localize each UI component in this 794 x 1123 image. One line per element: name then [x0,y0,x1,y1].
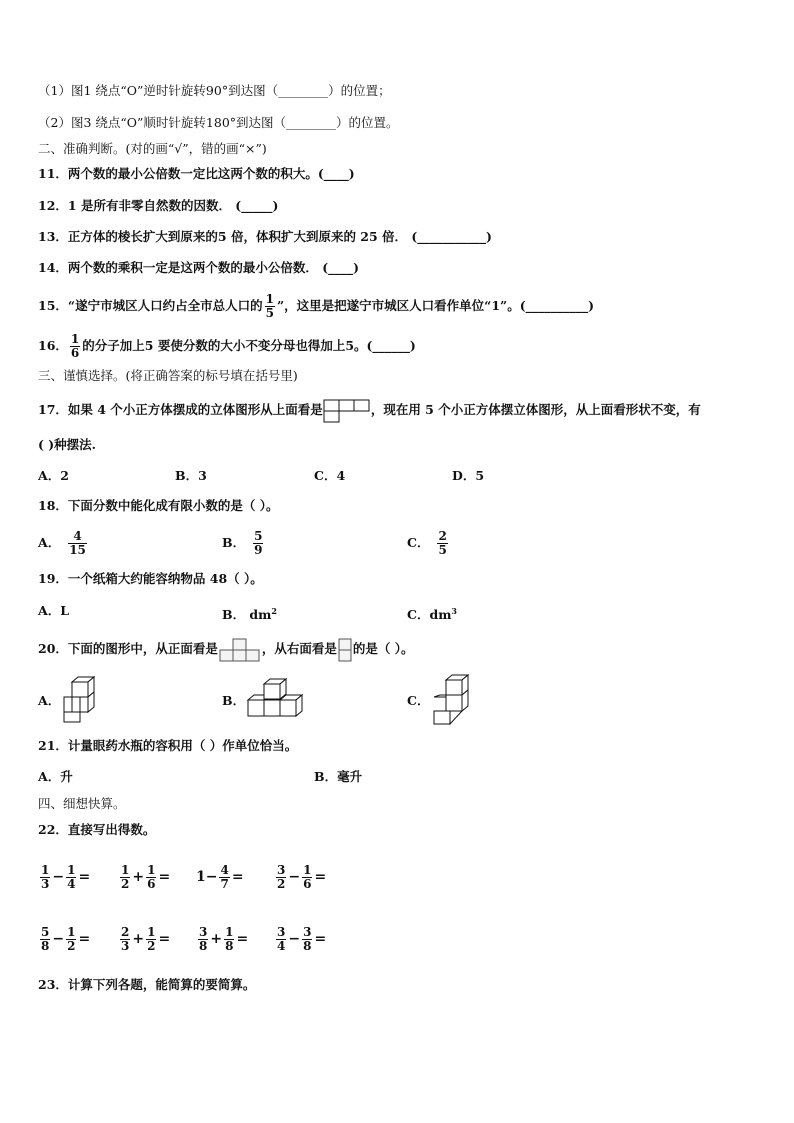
calc-equals: = [236,931,249,947]
section-heading-judge: 二、准确判断。(对的画“√”，错的画“×”) [38,141,267,156]
q18-option-b-fraction [253,530,263,557]
question-21: 21．计量眼药水瓶的容积用（ ）作单位恰当。 [38,738,298,753]
q15-frac-denominator: 5 [265,306,274,320]
q20-text-part2: ，从右面看是 [261,641,337,656]
numerator: 5 [41,924,50,939]
q21-option-a: A．升 [38,769,73,784]
q18-option-a-label: A． [38,535,61,550]
numerator: 2 [438,529,447,543]
calc-fraction [120,864,130,891]
q16-prefix: 16． [38,338,68,353]
numerator: 1 [67,862,76,877]
q18-option-c-fraction [437,530,447,557]
question-11: 11．两个数的最小公倍数一定比这两个数的积大。(____) [38,166,355,181]
question-22: 22．直接写出得数。 [38,822,156,837]
calc-item [196,922,248,956]
calc-equals: = [158,931,171,947]
q16-suffix: 的分子加上5 要使分数的大小不变分母也得加上5。(______) [82,338,416,353]
calc-operator: − [52,931,65,947]
numerator: 1 [67,924,76,939]
denominator: 8 [41,938,50,953]
calc-fraction [198,926,208,953]
calc-operator: + [210,931,223,947]
calc-fraction [66,926,76,953]
q20-option-a-label: A． [38,693,61,708]
calc-fraction [40,864,50,891]
q20-text-part1: 20．下面的图形中，从正面看是 [38,641,218,656]
calc-fraction [276,864,286,891]
q17-option-b: B．3 [175,468,207,483]
calc-operator: − [288,869,301,885]
q17-option-d: D．5 [452,468,485,483]
q19-option-c [407,602,457,624]
calc-fraction [302,864,312,891]
q18-option-a [38,526,89,560]
q15-fraction [265,293,275,320]
denominator: 4 [67,876,76,891]
calc-item [38,860,90,894]
calc-fraction [146,926,156,953]
calc-operator: + [132,869,145,885]
front-view-figure [218,637,262,663]
numerator: 1 [225,924,234,939]
calc-operator: − [288,931,301,947]
numerator: 1 [147,924,156,939]
q16-frac-numerator: 1 [70,332,80,346]
q17-line2: ( )种摆法. [38,437,97,452]
q17-text-part2: ，现在用 5 个小正方体摆立体图形，从上面看形状不变，有 [370,402,701,417]
denominator: 8 [303,938,312,953]
question-20 [38,636,414,663]
question-14: 14．两个数的乘积一定是这两个数的最小公倍数． (____) [38,260,360,275]
numerator: 2 [121,924,130,939]
calc-fraction [66,864,76,891]
numerator: 1 [121,862,130,877]
q19-option-b [222,602,277,624]
q17-text-part1: 17．如果 4 个小正方体摆成的立体图形从上面看是 [38,402,323,417]
q15-frac-numerator: 1 [265,292,274,306]
calc-equals: = [314,869,327,885]
question-18: 18．下面分数中能化成有限小数的是（ ）。 [38,498,279,513]
denominator: 5 [438,543,447,557]
top-view-figure [323,399,371,423]
q17-option-c: C．4 [314,468,346,483]
calc-equals: = [231,869,244,885]
denominator: 3 [41,876,50,891]
q16-fraction [70,333,80,360]
section-heading-choice: 三、谨慎选择。(将正确答案的标号填在括号里) [38,368,298,383]
numerator: 4 [220,862,229,877]
q19-option-b-text: B． dm [222,607,272,623]
denominator: 9 [254,543,263,557]
q21-option-b: B．毫升 [314,769,363,784]
right-view-figure [337,637,353,663]
denominator: 6 [303,876,312,891]
numerator: 3 [277,862,286,877]
denominator: 7 [220,876,229,891]
denominator: 4 [277,938,286,953]
q18-option-c [407,526,450,560]
calc-operator: − [52,869,65,885]
denominator: 15 [69,543,86,557]
numerator: 3 [303,924,312,939]
calc-operator: + [132,931,145,947]
numerator: 1 [303,862,312,877]
denominator: 2 [67,938,76,953]
denominator: 2 [121,876,130,891]
calc-fraction [224,926,234,953]
denominator: 3 [121,938,130,953]
q20-option-c-label: C． [407,693,430,708]
q18-option-c-label: C． [407,535,430,550]
calc-equals: = [78,931,91,947]
calc-equals: = [158,869,171,885]
q17-option-a: A．2 [38,468,69,483]
denominator: 2 [277,876,286,891]
question-16 [38,331,416,361]
numerator: 3 [277,924,286,939]
calc-item [38,922,90,956]
q15-prefix: 15．“遂宁市城区人口约占全市总人口的 [38,298,263,313]
numerator: 1 [41,862,50,877]
calc-fraction [40,926,50,953]
rotate-question-2: （2）图3 绕点“O”顺时针旋转180°到达图（________）的位置。 [38,115,399,130]
calc-item [196,860,244,894]
calc-equals: = [314,931,327,947]
calc-item [118,860,170,894]
question-17 [38,398,701,423]
calc-fraction [276,926,286,953]
q20-option-b-label: B． [222,693,246,708]
q15-suffix: ”，这里是把遂宁市城区人口看作单位“1”。(__________) [276,298,595,313]
q20-text-part3: 的是（ ）。 [352,641,414,656]
denominator: 6 [147,876,156,891]
section-heading-calc: 四、细想快算。 [38,796,126,811]
q19-option-c-text: C．dm [407,607,452,623]
q18-option-a-fraction [68,530,87,557]
q20-option-c-figure [432,674,472,726]
calc-fraction [146,864,156,891]
calc-equals: = [78,869,91,885]
q19-option-b-sup: 2 [271,606,277,616]
q19-option-a: A．L [38,603,69,618]
question-19: 19．一个纸箱大约能容纳物品 48（ ）。 [38,571,263,586]
q20-option-b-figure [246,676,304,720]
denominator: 8 [199,938,208,953]
q19-option-c-sup: 3 [451,606,457,616]
rotate-question-1: （1）图1 绕点“O”逆时针旋转90°到达图（________）的位置； [38,83,391,98]
calc-item [274,860,326,894]
q20-option-a-figure [62,676,98,724]
q18-option-b [222,526,265,560]
numerator: 1 [147,862,156,877]
question-13: 13．正方体的棱长扩大到原来的5 倍，体积扩大到原来的 25 倍． (___________) [38,229,492,244]
calc-item [118,922,170,956]
calc-fraction [219,864,229,891]
q18-option-b-label: B． [222,535,246,550]
denominator: 2 [147,938,156,953]
numerator: 3 [199,924,208,939]
calc-fraction [302,926,312,953]
question-15 [38,291,594,321]
calc-fraction [120,926,130,953]
q16-frac-denominator: 6 [70,346,80,360]
question-12: 12．1 是所有非零自然数的因数． (_____) [38,198,279,213]
calc-prefix: 1− [196,869,218,885]
question-23: 23．计算下列各题，能简算的要简算。 [38,977,256,992]
denominator: 8 [225,938,234,953]
numerator: 4 [73,529,82,543]
numerator: 5 [254,529,263,543]
calc-item [274,922,326,956]
